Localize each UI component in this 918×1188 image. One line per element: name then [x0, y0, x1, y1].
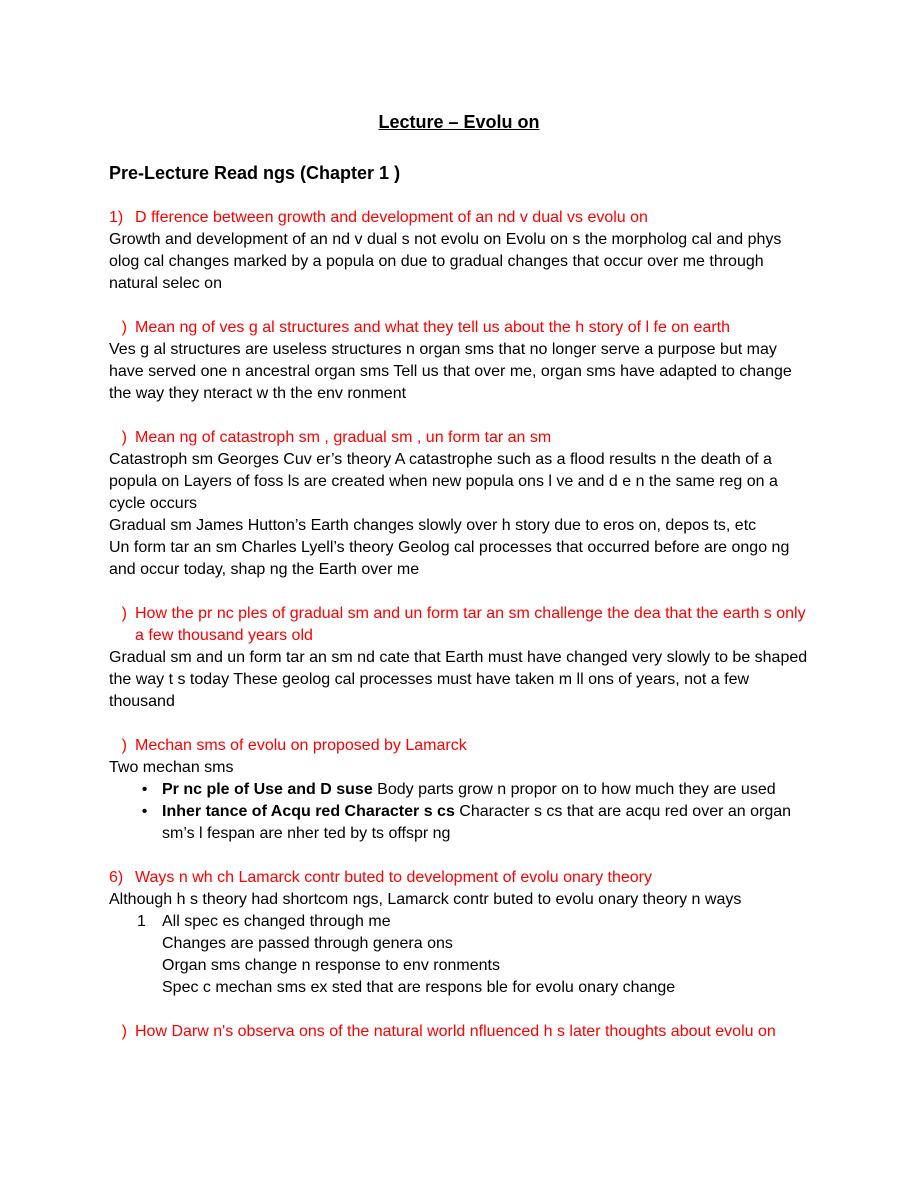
question-text: How Darw n's observa ons of the natural world nfluenced h s later thoughts about evolu on	[135, 1023, 776, 1040]
list-item-text: Organ sms change n response to env ronments	[162, 957, 500, 974]
question-text: Mechan sms of evolu on proposed by Lamarck	[135, 737, 467, 754]
bullet-glyph: •	[141, 781, 148, 798]
bullet-glyph: •	[141, 803, 148, 820]
question-section-6	[109, 867, 809, 999]
bullet-term: Pr nc ple of Use and D suse	[162, 781, 373, 798]
answer-intro: Although h s theory had shortcom ngs, Lamarck contr buted to evolu onary theory n ways	[109, 891, 742, 908]
bullet-description: Character s cs that are acqu red over an organ sm’s l fespan are nher ted by ts offspr ng	[162, 803, 792, 842]
question-number: )	[121, 319, 127, 336]
list-item-text: Changes are passed through genera ons	[162, 935, 453, 952]
question-heading	[109, 603, 809, 647]
answer-paragraph: Un form tar an sm Charles Lyell’s theory Geolog cal processes that occurred before are ongo ng and occur today, shap ng the Earth over me	[109, 539, 790, 578]
answer-paragraph: Ves g al structures are useless structures n organ sms that no longer serve a purpose but may have served one n ancestral organ sms Tell us that over me, organ sms have adapted to change the way they nteract w th the env ronment	[109, 341, 792, 402]
list-item	[109, 911, 809, 933]
question-number: )	[121, 605, 127, 622]
question-text: Ways n wh ch Lamarck contr buted to development of evolu onary theory	[135, 869, 653, 886]
question-section-7	[109, 1021, 809, 1043]
question-section-3	[109, 427, 809, 581]
question-heading	[109, 735, 809, 757]
bullet-description: Body parts grow n propor on to how much they are used	[372, 781, 776, 798]
question-number: )	[121, 1023, 127, 1040]
question-number: )	[121, 737, 127, 754]
question-section-1	[109, 207, 809, 295]
question-heading	[109, 1021, 809, 1043]
bullet-list	[109, 779, 809, 845]
question-text: Mean ng of ves g al structures and what they tell us about the h story of l fe on earth	[135, 319, 731, 336]
list-item	[109, 933, 809, 955]
answer-paragraph: Gradual sm and un form tar an sm nd cate that Earth must have changed very slowly to be shaped the way t s today These geolog cal processes must have taken m ll ons of years, not a few thousand	[109, 649, 808, 710]
question-number: )	[121, 429, 127, 446]
list-item	[109, 779, 809, 801]
answer-paragraph: Growth and development of an nd v dual s not evolu on Evolu on s the morpholog cal and phys olog cal changes marked by a popula on due to gradual changes that occur over me through natural selec on	[109, 231, 782, 292]
question-heading	[109, 867, 809, 889]
question-heading	[109, 317, 809, 339]
answer-intro: Two mechan sms	[109, 759, 234, 776]
list-number	[109, 933, 162, 955]
question-text: D fference between growth and development of an nd v dual vs evolu on	[135, 209, 648, 226]
question-section-2	[109, 317, 809, 405]
page-title: Lecture – Evolu on	[378, 112, 540, 132]
section-subtitle: Pre-Lecture Read ngs (Chapter 1 )	[109, 163, 401, 183]
question-section-5	[109, 735, 809, 845]
question-heading	[109, 207, 809, 229]
list-item-text: All spec es changed through me	[162, 913, 391, 930]
list-number: 1	[137, 913, 146, 930]
bullet-term: Inher tance of Acqu red Character s cs	[162, 803, 455, 820]
question-heading	[109, 427, 809, 449]
question-section-4	[109, 603, 809, 713]
list-item	[109, 801, 809, 845]
list-number	[109, 977, 162, 999]
list-item	[109, 977, 809, 999]
list-item-text: Spec c mechan sms ex sted that are respons ble for evolu onary change	[162, 979, 676, 996]
question-number: 1)	[109, 209, 124, 226]
answer-paragraph: Catastroph sm Georges Cuv er’s theory A catastrophe such as a flood results n the death of a popula on Layers of foss ls are created when new popula ons l ve and d e n the same reg on a cycle occurs	[109, 451, 778, 512]
answer-paragraph: Gradual sm James Hutton’s Earth changes slowly over h story due to eros on, depos ts, etc	[109, 517, 757, 534]
question-number: 6)	[109, 869, 124, 886]
question-text: Mean ng of catastroph sm , gradual sm , un form tar an sm	[135, 429, 552, 446]
list-item	[109, 955, 809, 977]
question-text: How the pr nc ples of gradual sm and un form tar an sm challenge the dea that the earth s only a few thousand years old	[135, 605, 806, 644]
list-number	[109, 955, 162, 977]
numbered-list	[109, 911, 809, 999]
document-body	[109, 207, 809, 1065]
